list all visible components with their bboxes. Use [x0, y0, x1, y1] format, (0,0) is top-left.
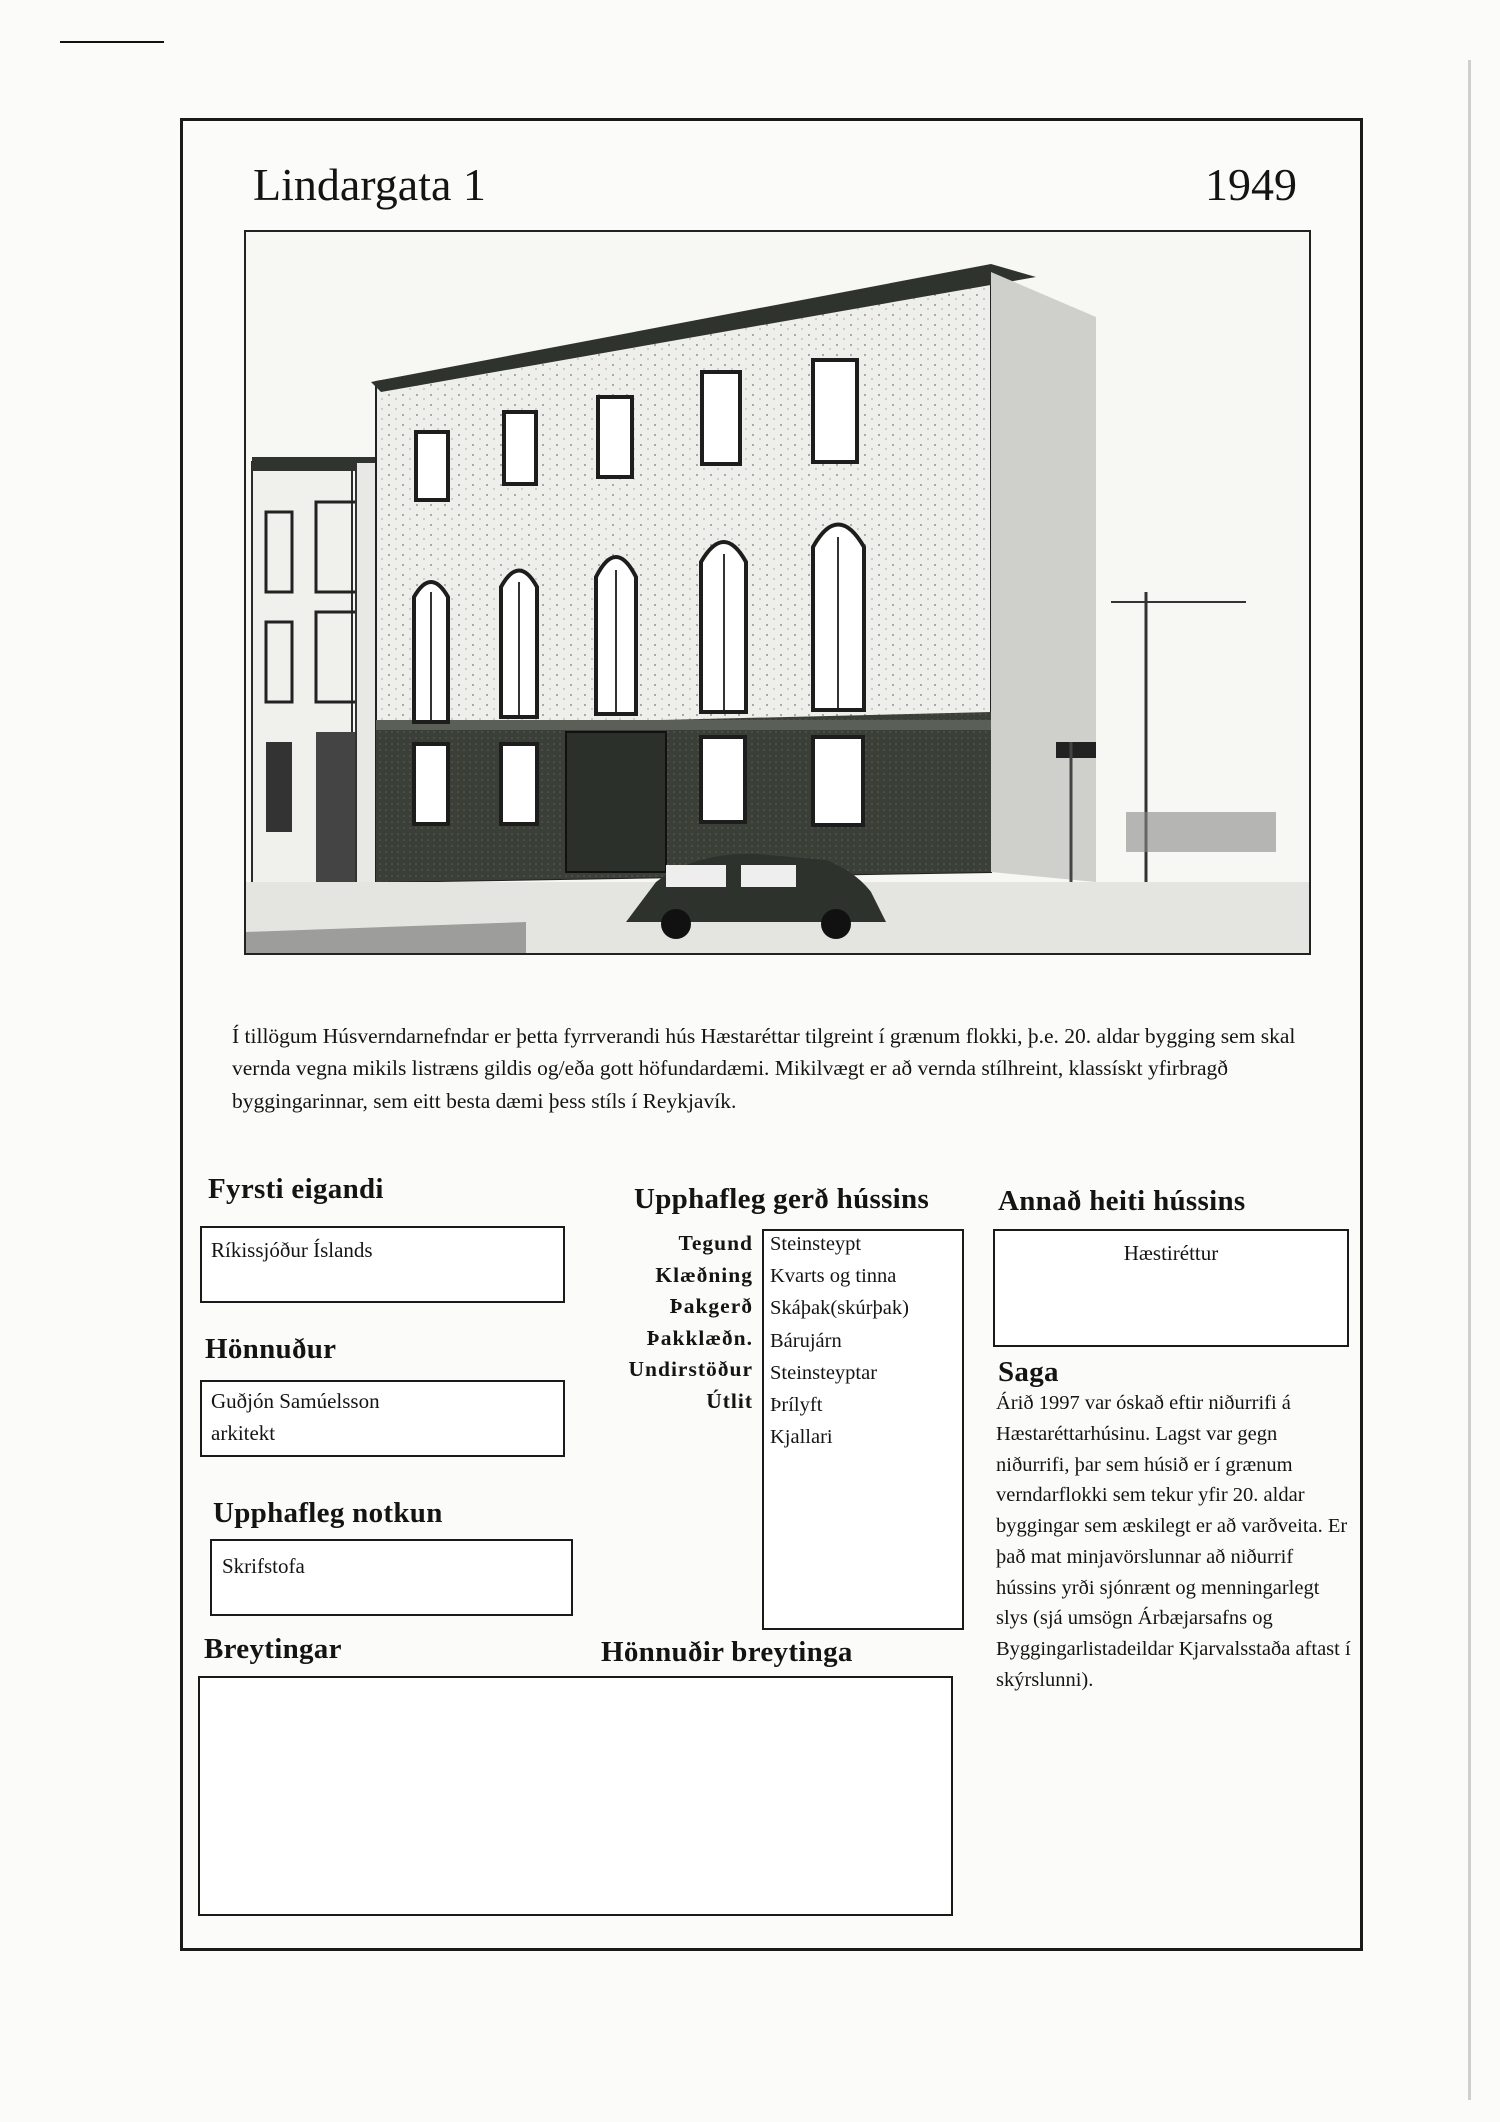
- designer-box: [200, 1380, 565, 1457]
- history-text: Árið 1997 var óskað eftir niðurrifi á Hæstaréttarhúsinu. Lagst var gegn niðurrifi, þar sem húsið er í grænum verndarflokki sem tekur yfir 20. aldar byggingar sem æskilegt er að varðveita. Er það mat minjavörslunnar að niðurrif hússins yrði sjónrænt og menningarlegt slys (sjá umsögn Árbæjarsafns og Byggingarlistadeildar Kjarvalsstaða aftast í skýrslunni).: [996, 1392, 1351, 1691]
- roof-type-label: Þakgerð: [669, 1294, 753, 1319]
- original-use-value: Skrifstofa: [222, 1554, 305, 1578]
- other-name-box: [993, 1229, 1349, 1347]
- designer-heading: Hönnuður: [205, 1333, 337, 1365]
- changes-box: [198, 1676, 953, 1916]
- roof-covering-label: Þakklæðn.: [646, 1325, 753, 1350]
- year-title: 1949: [1205, 159, 1297, 210]
- designer-value: Guðjón Samúelsson arkitekt: [211, 1389, 380, 1445]
- history-heading: Saga: [998, 1356, 1059, 1388]
- roof-type-value: Skáþak(skúrþak): [770, 1297, 909, 1320]
- changes-heading: Breytingar: [204, 1633, 342, 1665]
- type-label: Tegund: [678, 1231, 753, 1255]
- original-type-labels: [582, 1228, 753, 1418]
- foundation-value: Steinsteyptar: [770, 1361, 878, 1384]
- original-type-values: [770, 1228, 909, 1453]
- owner-box: [200, 1226, 565, 1303]
- type-value: Steinsteypt: [770, 1233, 862, 1255]
- roof-covering-value: Bárujárn: [770, 1329, 842, 1352]
- original-use-box: [210, 1539, 573, 1616]
- address-title: Lindargata 1: [253, 159, 486, 210]
- foundation-label: Undirstöður: [628, 1357, 753, 1382]
- appearance-label: Útlit: [706, 1388, 753, 1413]
- building-photo: [244, 230, 1311, 955]
- owner-heading: Fyrsti eigandi: [208, 1173, 384, 1205]
- scan-edge-right: [1468, 60, 1471, 2100]
- basement-value: Kjallari: [770, 1426, 833, 1449]
- scan-mark-top-left: [60, 41, 164, 43]
- original-type-heading: Upphafleg gerð hússins: [634, 1183, 930, 1215]
- other-name-value: Hæstiréttur: [1123, 1241, 1219, 1265]
- appearance-value: Þrílyft: [770, 1393, 823, 1416]
- conservation-caption: Í tillögum Húsverndarnefndar er þetta fyrrverandi hús Hæstaréttar tilgreint í grænum flokki, þ.e. 20. aldar bygging sem skal vernda vegna mikils listræns gildis og/eða gott höfundardæmi. Mikilvægt er að vernda stílhreint, klassískt yfirbragð byggingarinnar, sem eitt besta dæmi þess stíls í Reykjavík.: [232, 1024, 1296, 1113]
- owner-value: Ríkissjóður Íslands: [211, 1238, 373, 1262]
- cladding-value: Kvarts og tinna: [770, 1265, 897, 1288]
- other-name-heading: Annað heiti hússins: [998, 1185, 1246, 1217]
- original-use-heading: Upphafleg notkun: [213, 1497, 443, 1529]
- change-designers-heading: Hönnuðir breytinga: [601, 1636, 853, 1668]
- building-photo-image: [246, 232, 1309, 953]
- cladding-label: Klæðning: [655, 1262, 753, 1287]
